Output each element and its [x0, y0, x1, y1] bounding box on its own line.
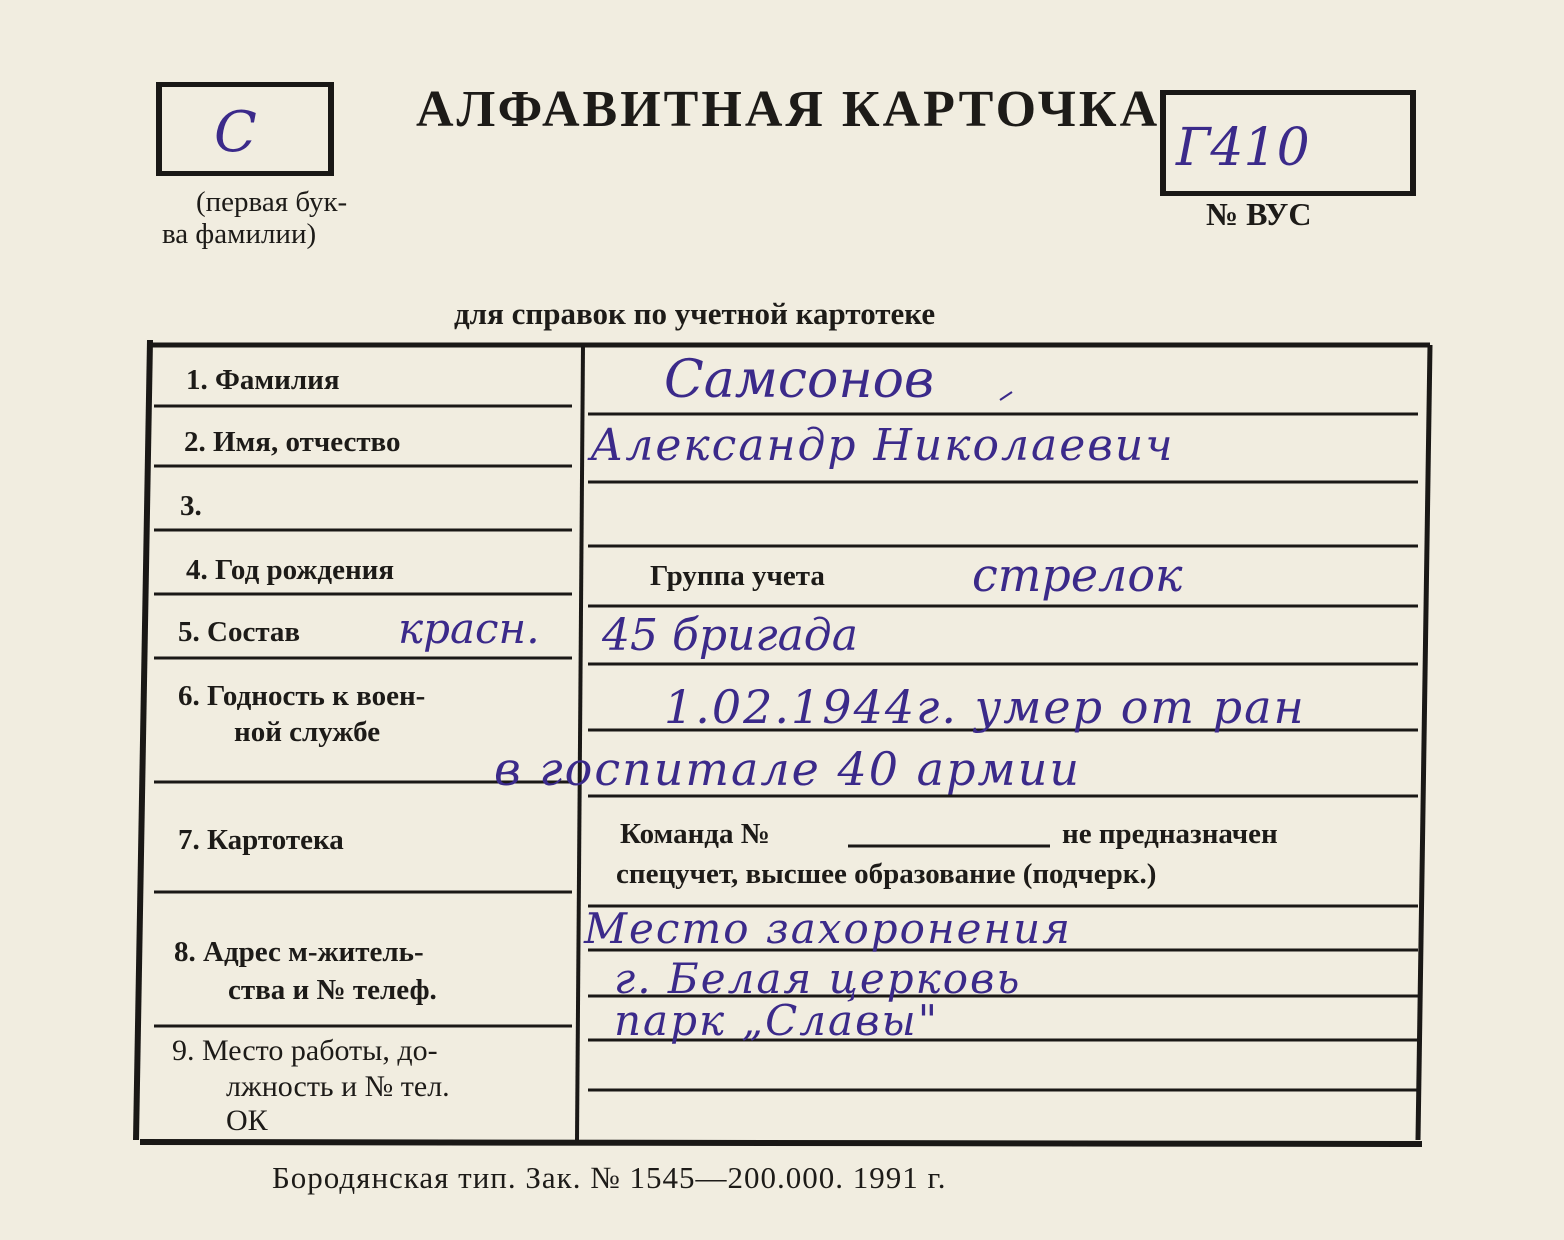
field-8-label-line2: ства и № телеф.: [228, 974, 437, 1006]
field-9-label-line2: лжность и № тел.: [226, 1070, 450, 1103]
field-3-label: 3.: [180, 490, 202, 522]
surname-ink-stroke: [1000, 392, 1012, 400]
field-8-label-line1: 8. Адрес м-житель-: [174, 936, 424, 968]
field-4-group-value: стрелок: [972, 548, 1183, 602]
field-7-special-account-label: спецучет, высшее образование (подчерк.): [616, 858, 1157, 890]
field-5-label: 5. Состав: [178, 616, 301, 648]
field-6-label-line1: 6. Годность к воен-: [178, 680, 426, 712]
field-4-label: 4. Год рождения: [186, 554, 395, 586]
field-2-label: 2. Имя, отчество: [184, 426, 401, 458]
vus-label: № ВУС: [1206, 196, 1312, 232]
field-9-label-line1: 9. Место работы, до-: [172, 1034, 438, 1067]
field-1-surname-value: Самсонов: [664, 350, 935, 410]
field-8-value-line1: Место захоронения: [584, 904, 1072, 953]
frame-right-line: [1418, 345, 1430, 1140]
field-1-label: 1. Фамилия: [186, 364, 340, 396]
field-6-label-line2: ной службе: [234, 716, 381, 748]
field-4-group-label: Группа учета: [650, 560, 825, 592]
surname-letter-value: С: [214, 100, 257, 165]
letter-caption-line1: (первая бук-: [196, 186, 348, 218]
field-7-not-assigned-label: не предназначен: [1062, 818, 1278, 850]
frame-left-line: [136, 340, 150, 1140]
field-6-value-line2: в госпитале 40 армии: [494, 742, 1081, 796]
field-8-value-line3: парк „Славы": [614, 996, 940, 1045]
field-2-name-value: Александр Николаевич: [590, 420, 1175, 471]
field-8-value-line2: г. Белая церковь: [614, 954, 1022, 1003]
field-5-value-left: красн.: [398, 604, 540, 653]
field-7-label: 7. Картотека: [178, 824, 344, 856]
field-5-value-right: 45 бригада: [602, 610, 858, 661]
card-title: АЛФАВИТНАЯ КАРТОЧКА: [416, 81, 1161, 138]
frame-bottom-line: [140, 1142, 1422, 1144]
vus-number-value: Г410: [1176, 118, 1310, 178]
field-9-label-line3: ОК: [226, 1104, 268, 1137]
field-7-command-label: Команда №: [620, 818, 770, 850]
field-6-value-line1: 1.02.1944г. умер от ран: [664, 680, 1306, 734]
printer-imprint: Бородянская тип. Зак. № 1545—200.000. 1991 г.: [272, 1160, 947, 1195]
letter-caption-line2: ва фамилии): [162, 218, 317, 250]
card-subtitle: для справок по учетной картотеке: [454, 296, 936, 331]
